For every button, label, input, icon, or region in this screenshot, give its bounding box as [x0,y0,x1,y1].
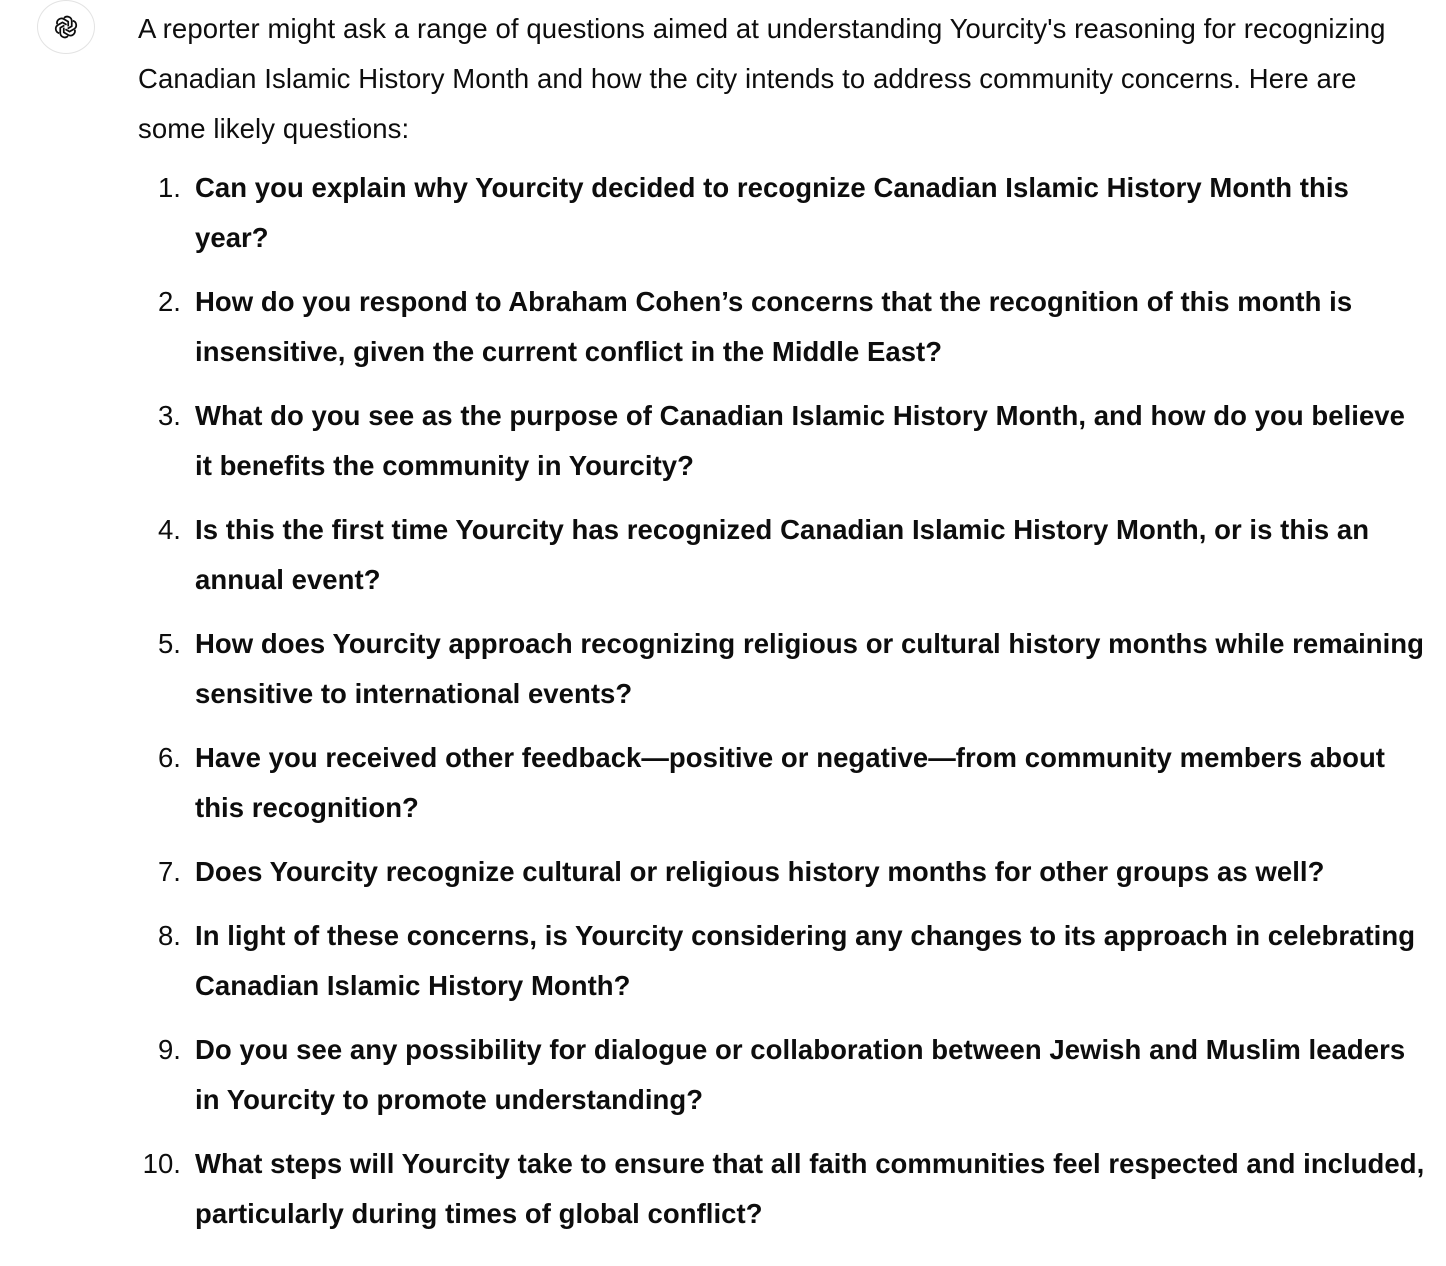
list-item [138,1025,1428,1125]
list-item-number: 6. [157,742,181,773]
list-item-number: 4. [157,514,181,545]
list-item-number: 3. [157,400,181,431]
list-item-number: 2. [157,286,181,317]
list-item-number: 7. [157,856,181,887]
list-item [138,163,1428,263]
list-item [138,391,1428,491]
intro-paragraph: A reporter might ask a range of questions aimed at understanding Yourcity's reasoning for recognizing Canadian Islamic History Month and how the city intends to address community concerns. Here are some likely questions: [138,13,1386,144]
message-content [138,4,1428,1253]
questions-list [138,163,1428,1239]
list-item [138,911,1428,1011]
list-item [138,505,1428,605]
list-item [138,619,1428,719]
list-item [138,733,1428,833]
list-item-number: 1. [157,172,181,203]
list-item-text: Does Yourcity recognize cultural or religious history months for other groups as well? [195,856,1325,887]
list-item-text: Can you explain why Yourcity decided to recognize Canadian Islamic History Month this year? [195,172,1349,253]
list-item-number: 8. [157,920,181,951]
list-item-text: How do you respond to Abraham Cohen’s concerns that the recognition of this month is insensitive, given the current conflict in the Middle East? [195,286,1353,367]
list-item [138,1139,1428,1239]
assistant-avatar [37,0,95,54]
list-item-number: 5. [157,628,181,659]
list-item-text: In light of these concerns, is Yourcity considering any changes to its approach in celebrating Canadian Islamic History Month? [195,920,1416,1001]
list-item-text: Have you received other feedback—positive or negative—from community members about this recognition? [195,742,1385,823]
list-item [138,847,1428,897]
list-item-text: Is this the first time Yourcity has recognized Canadian Islamic History Month, or is this an annual event? [195,514,1370,595]
list-item-text: Do you see any possibility for dialogue or collaboration between Jewish and Muslim leaders in Yourcity to promote understanding? [195,1034,1406,1115]
list-item-number: 9. [157,1034,181,1065]
list-item-text: What steps will Yourcity take to ensure that all faith communities feel respected and included, particularly during times of global conflict? [195,1148,1425,1229]
list-item [138,277,1428,377]
list-item-number: 10. [142,1148,181,1179]
list-item-text: What do you see as the purpose of Canadian Islamic History Month, and how do you believe it benefits the community in Yourcity? [195,400,1405,481]
list-item-text: How does Yourcity approach recognizing religious or cultural history months while remaining sensitive to international events? [195,628,1424,709]
openai-logo-icon [51,12,81,42]
